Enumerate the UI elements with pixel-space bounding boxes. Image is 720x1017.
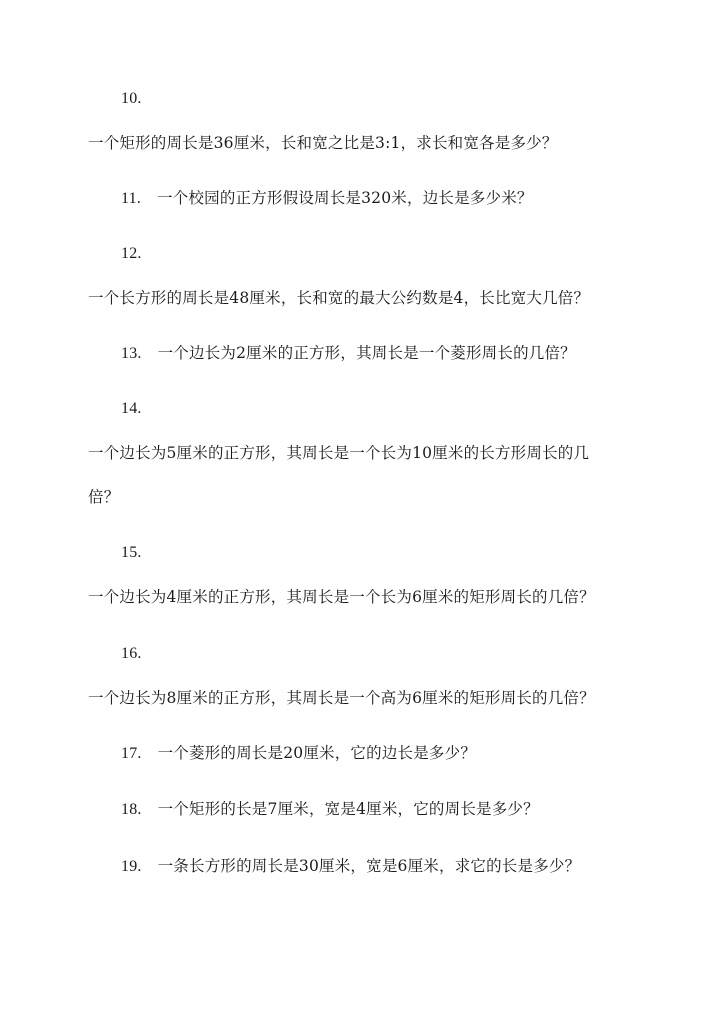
question-11 xyxy=(121,188,533,209)
question-16-text: 一个边长为8厘米的正方形，其周长是一个高为6厘米的矩形周长的几倍？ xyxy=(88,689,595,707)
question-19-text: 一条长方形的周长是30厘米，宽是6厘米，求它的长是多少？ xyxy=(157,857,581,875)
question-19 xyxy=(121,856,580,877)
question-13-text: 一个边长为2厘米的正方形，其周长是一个菱形周长的几倍？ xyxy=(157,344,576,362)
question-14-text-line1: 一个边长为5厘米的正方形，其周长是一个长为10厘米的长方形周长的几 xyxy=(88,444,590,462)
question-16-number: 16. xyxy=(121,645,142,662)
question-10-number: 10. xyxy=(121,90,142,107)
question-11-text: 一个校园的正方形假设周长是320米，边长是多少米？ xyxy=(157,189,533,207)
question-15-number: 15. xyxy=(121,544,142,561)
question-12-number: 12. xyxy=(121,245,142,262)
question-13-number: 13. xyxy=(121,345,142,362)
question-17 xyxy=(121,743,476,764)
question-15-text: 一个边长为4厘米的正方形，其周长是一个长为6厘米的矩形周长的几倍？ xyxy=(88,588,595,606)
question-19-number: 19. xyxy=(121,858,142,875)
question-18 xyxy=(121,799,539,820)
question-13 xyxy=(121,343,576,364)
question-18-number: 18. xyxy=(121,801,142,818)
question-17-number: 17. xyxy=(121,745,142,762)
question-14-text-line2: 倍？ xyxy=(88,488,120,506)
question-14-number: 14. xyxy=(121,400,142,417)
question-17-text: 一个菱形的周长是20厘米，它的边长是多少？ xyxy=(157,744,477,762)
question-12-text: 一个长方形的周长是48厘米，长和宽的最大公约数是4，长比宽大几倍？ xyxy=(88,289,590,307)
question-18-text: 一个矩形的长是7厘米，宽是4厘米，它的周长是多少？ xyxy=(157,800,539,818)
question-10-text: 一个矩形的周长是36厘米，长和宽之比是3:1，求长和宽各是多少？ xyxy=(88,134,558,152)
question-11-number: 11. xyxy=(121,190,142,207)
